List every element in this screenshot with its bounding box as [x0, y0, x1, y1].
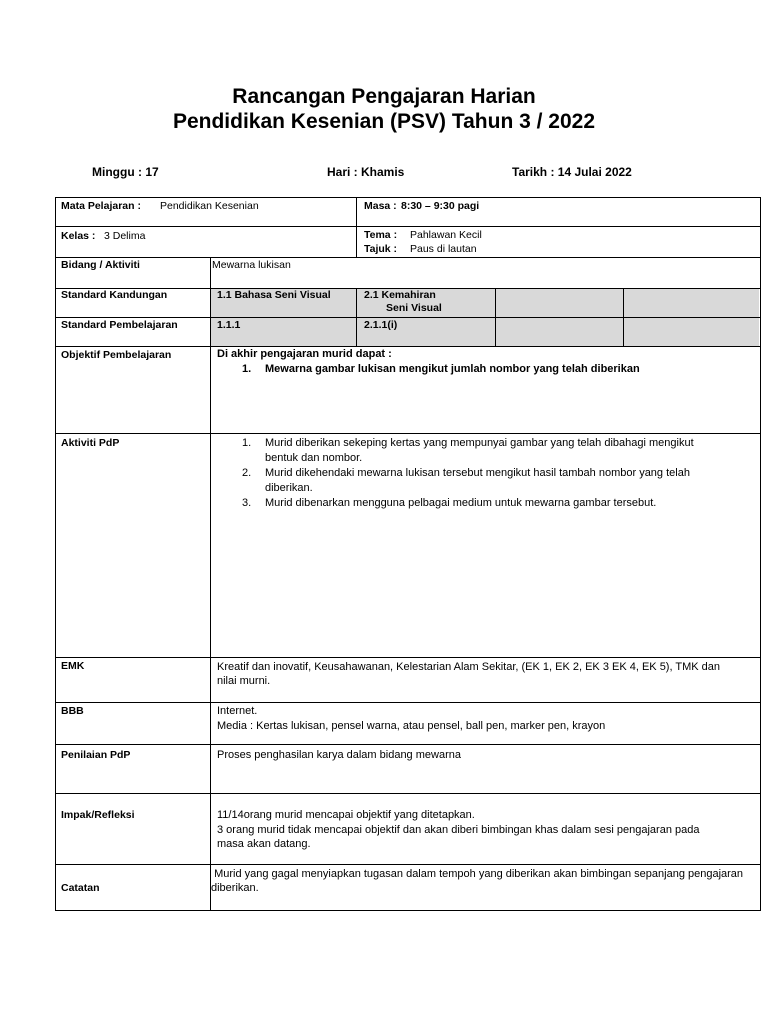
- col-divider: [356, 198, 357, 257]
- objektif-list: [217, 362, 747, 378]
- penilaian-value: Proses penghasilan karya dalam bidang mewarna: [217, 749, 461, 761]
- standard-kandungan-col2a: 2.1 Kemahiran: [364, 289, 436, 301]
- aktiviti-list: [217, 436, 707, 512]
- row-divider: [56, 257, 760, 258]
- bbb-line2: Media : Kertas lukisan, pensel warna, atau pensel, ball pen, marker pen, krayon: [217, 720, 606, 732]
- bbb-label: BBB: [61, 705, 84, 717]
- list-item: [217, 436, 707, 465]
- emk-label: EMK: [61, 660, 85, 672]
- col-divider: [210, 257, 211, 911]
- list-text: Murid dibenarkan mengguna pelbagai medium untuk mewarna gambar tersebut.: [265, 497, 657, 509]
- bidang-label: Bidang / Aktiviti: [61, 259, 140, 271]
- impak-line2: 3 orang murid tidak mencapai objektif dan akan diberi bimbingan khas dalam sesi pengajaran pada masa akan datang.: [217, 824, 700, 850]
- kelas-value: 3 Delima: [104, 230, 146, 242]
- tema-label: Tema :: [364, 229, 398, 241]
- standard-kandungan-col2b: Seni Visual: [386, 302, 442, 314]
- col-divider: [356, 288, 357, 346]
- col-divider: [495, 288, 496, 346]
- masa-label: Masa :: [364, 200, 397, 212]
- page-title: Rancangan Pengajaran Harian: [232, 85, 536, 108]
- impak-label: Impak/Refleksi: [61, 809, 135, 821]
- row-divider: [56, 226, 760, 227]
- list-number: 1.: [242, 363, 252, 375]
- bidang-value: Mewarna lukisan: [212, 259, 291, 271]
- masa-value: 8:30 – 9:30 pagi: [401, 200, 480, 212]
- list-text: Murid diberikan sekeping kertas yang mempunyai gambar yang telah dibahagi mengikut bentuk dan nombor.: [265, 437, 694, 464]
- catatan-value: Murid yang gagal menyiapkan tugasan dalam tempoh yang diberikan akan bimbingan sepanjang pengajaran diberikan.: [211, 868, 747, 894]
- row-divider: [56, 346, 760, 347]
- standard-kandungan-col1: 1.1 Bahasa Seni Visual: [217, 289, 331, 301]
- tema-value: Pahlawan Kecil: [410, 229, 482, 241]
- row-divider: [56, 657, 760, 658]
- catatan-label: Catatan: [61, 882, 100, 894]
- objektif-label: Objektif Pembelajaran: [61, 349, 172, 361]
- list-text: Mewarna gambar lukisan mengikut jumlah nombor yang telah diberikan: [265, 363, 640, 375]
- row-divider: [56, 702, 760, 703]
- row-divider: [56, 793, 760, 794]
- standard-kandungan-label: Standard Kandungan: [61, 289, 168, 301]
- standard-pembelajaran-col1: 1.1.1: [217, 319, 241, 331]
- aktiviti-label: Aktiviti PdP: [61, 437, 120, 449]
- mata-pelajaran-label: Mata Pelajaran :: [61, 200, 141, 212]
- emk-value: Kreatif dan inovatif, Keusahawanan, Kelestarian Alam Sekitar, (EK 1, EK 2, EK 3 EK 4, EK 5), TMK dan nilai murni.: [217, 661, 721, 687]
- row-divider: [56, 433, 760, 434]
- list-number: 1.: [242, 437, 252, 449]
- penilaian-label: Penilaian PdP: [61, 749, 131, 761]
- list-number: 3.: [242, 497, 252, 509]
- hari-field: Hari : Khamis: [327, 165, 405, 179]
- list-item: [217, 362, 747, 377]
- mata-pelajaran-value: Pendidikan Kesenian: [160, 200, 259, 212]
- standard-pembelajaran-label: Standard Pembelajaran: [61, 319, 178, 331]
- objektif-intro: Di akhir pengajaran murid dapat :: [217, 348, 392, 360]
- standard-pembelajaran-col2: 2.1.1(i): [364, 319, 398, 331]
- row-divider: [56, 317, 760, 318]
- kelas-label: Kelas :: [61, 230, 96, 242]
- page-subtitle: Pendidikan Kesenian (PSV) Tahun 3 / 2022: [172, 110, 596, 133]
- minggu-field: Minggu : 17: [92, 165, 159, 179]
- row-divider: [56, 864, 760, 865]
- tajuk-value: Paus di lautan: [410, 243, 477, 255]
- list-text: Murid dikehendaki mewarna lukisan tersebut mengikut hasil tambah nombor yang telah diberikan.: [265, 467, 690, 494]
- list-item: [217, 466, 707, 495]
- list-number: 2.: [242, 467, 252, 479]
- impak-line1: 11/14orang murid mencapai objektif yang ditetapkan.: [217, 809, 475, 821]
- col-divider: [623, 288, 624, 346]
- row-divider: [56, 744, 760, 745]
- tajuk-label: Tajuk :: [364, 243, 398, 255]
- tarikh-field: Tarikh : 14 Julai 2022: [512, 165, 632, 179]
- bbb-line1: Internet.: [217, 705, 258, 717]
- list-item: [217, 496, 707, 511]
